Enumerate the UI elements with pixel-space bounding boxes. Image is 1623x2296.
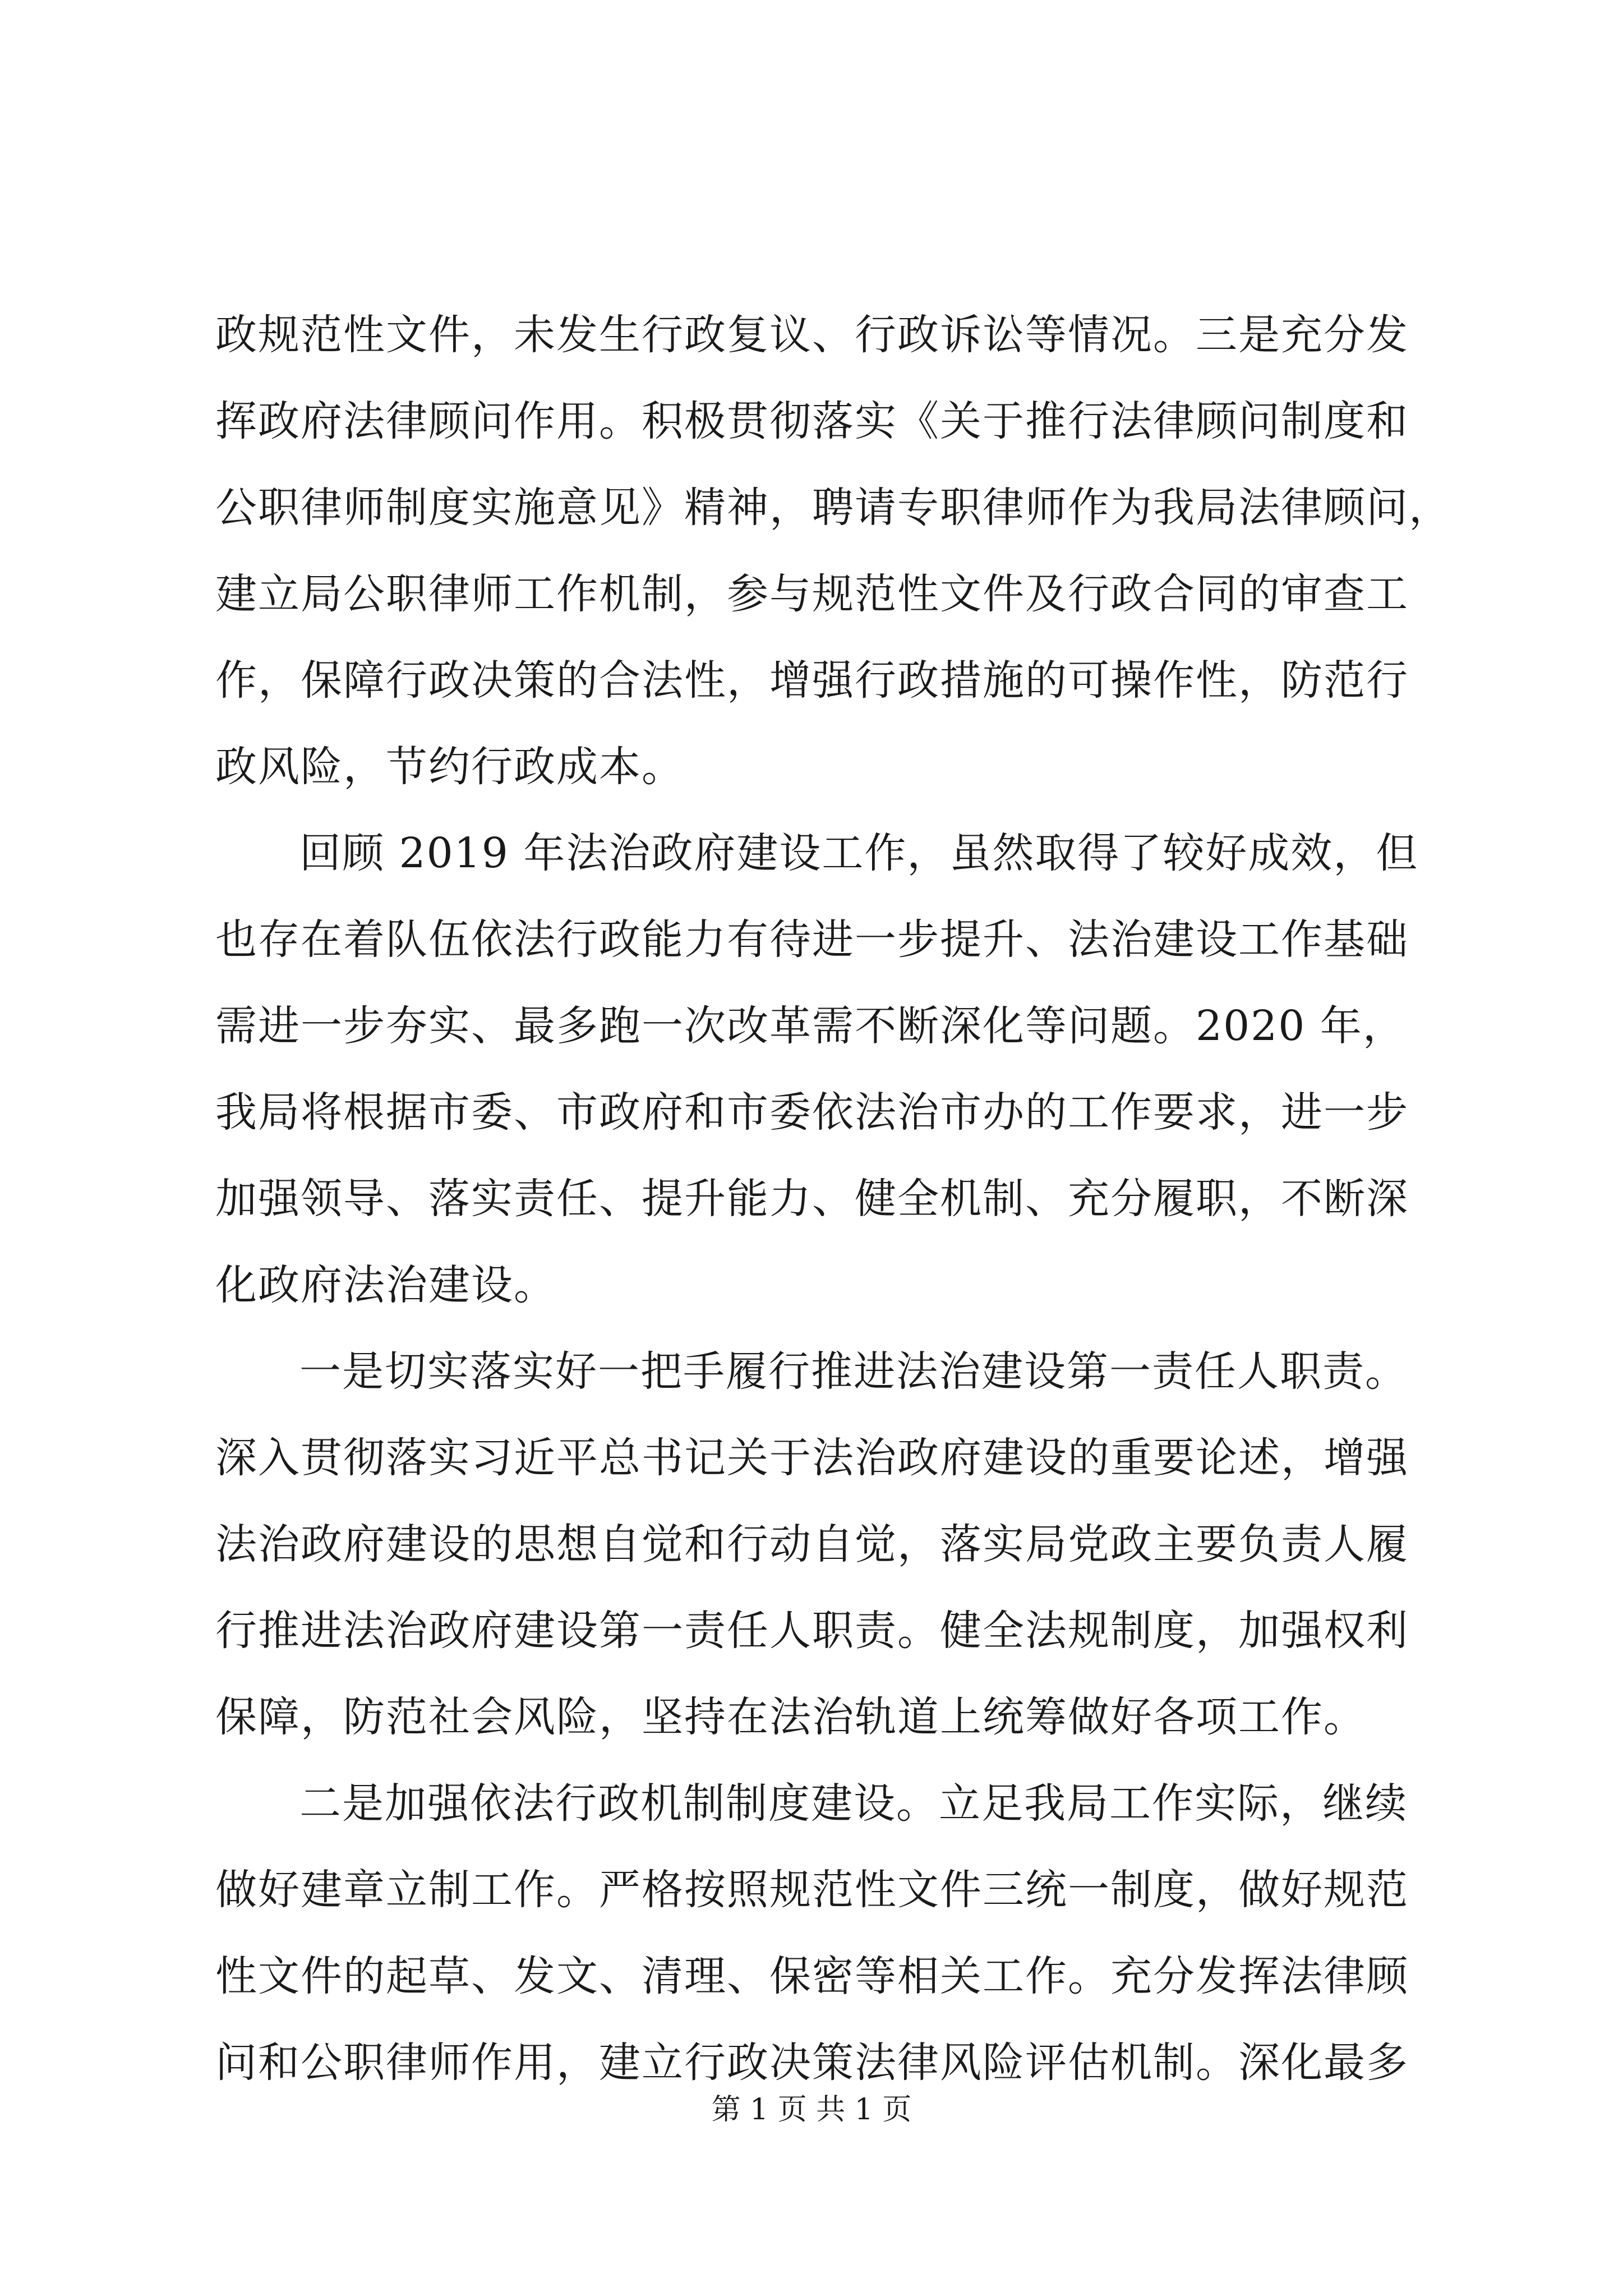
text-line: 行推进法治政府建设第一责任人职责。健全法规制度，加强权利 (215, 1607, 1409, 1655)
text-line: 性文件的起草、发文、清理、保密等相关工作。充分发挥法律顾 (215, 1952, 1409, 2000)
text-line: 回顾 2019 年法治政府建设工作，虽然取得了较好成效，但 (299, 829, 1419, 877)
page-number-label: 第 1 页 共 1 页 (711, 2093, 912, 2127)
text-line: 深入贯彻落实习近平总书记关于法治政府建设的重要论述，增强 (215, 1434, 1409, 1482)
text-line: 需进一步夯实、最多跑一次改革需不断深化等问题。2020 年， (215, 1002, 1405, 1050)
text-line: 建立局公职律师工作机制，参与规范性文件及行政合同的审查工 (215, 570, 1409, 618)
text-line: 二是加强依法行政机制制度建设。立足我局工作实际，继续 (299, 1779, 1408, 1828)
text-line: 法治政府建设的思想自觉和行动自觉，落实局党政主要负责人履 (215, 1520, 1409, 1568)
text-line: 做好建章立制工作。严格按照规范性文件三统一制度，做好规范 (215, 1866, 1409, 1914)
text-line: 作，保障行政决策的合法性，增强行政措施的可操作性，防范行 (215, 656, 1409, 705)
text-line: 加强领导、落实责任、提升能力、健全机制、充分履职，不断深 (215, 1175, 1409, 1223)
text-line: 挥政府法律顾问作用。积极贯彻落实《关于推行法律顾问制度和 (215, 397, 1409, 445)
document-body (215, 292, 1451, 2106)
text-line: 问和公职律师作用，建立行政决策法律风险评估机制。深化最多 (215, 2039, 1409, 2087)
text-line: 政风险，节约行政成本。 (215, 743, 684, 791)
paragraph-2 (215, 810, 1419, 1328)
text-line: 政规范性文件，未发生行政复议、行政诉讼等情况。三是充分发 (215, 311, 1409, 359)
page-footer (0, 2090, 1623, 2129)
text-line: 也存在着队伍依法行政能力有待进一步提升、法治建设工作基础 (215, 915, 1409, 964)
text-line: 我局将根据市委、市政府和市委依法治市办的工作要求，进一步 (215, 1088, 1409, 1137)
paragraph-1 (215, 292, 1451, 810)
text-line: 保障，防范社会风险，坚持在法治轨道上统筹做好各项工作。 (215, 1693, 1366, 1741)
paragraph-3 (215, 1328, 1408, 1760)
text-line: 一是切实落实好一把手履行推进法治建设第一责任人职责。 (299, 1347, 1408, 1396)
text-line: 公职律师制度实施意见》精神，聘请专职律师作为我局法律顾问， (215, 484, 1451, 532)
text-line: 化政府法治建设。 (215, 1261, 556, 1309)
paragraph-4 (215, 1760, 1408, 2106)
